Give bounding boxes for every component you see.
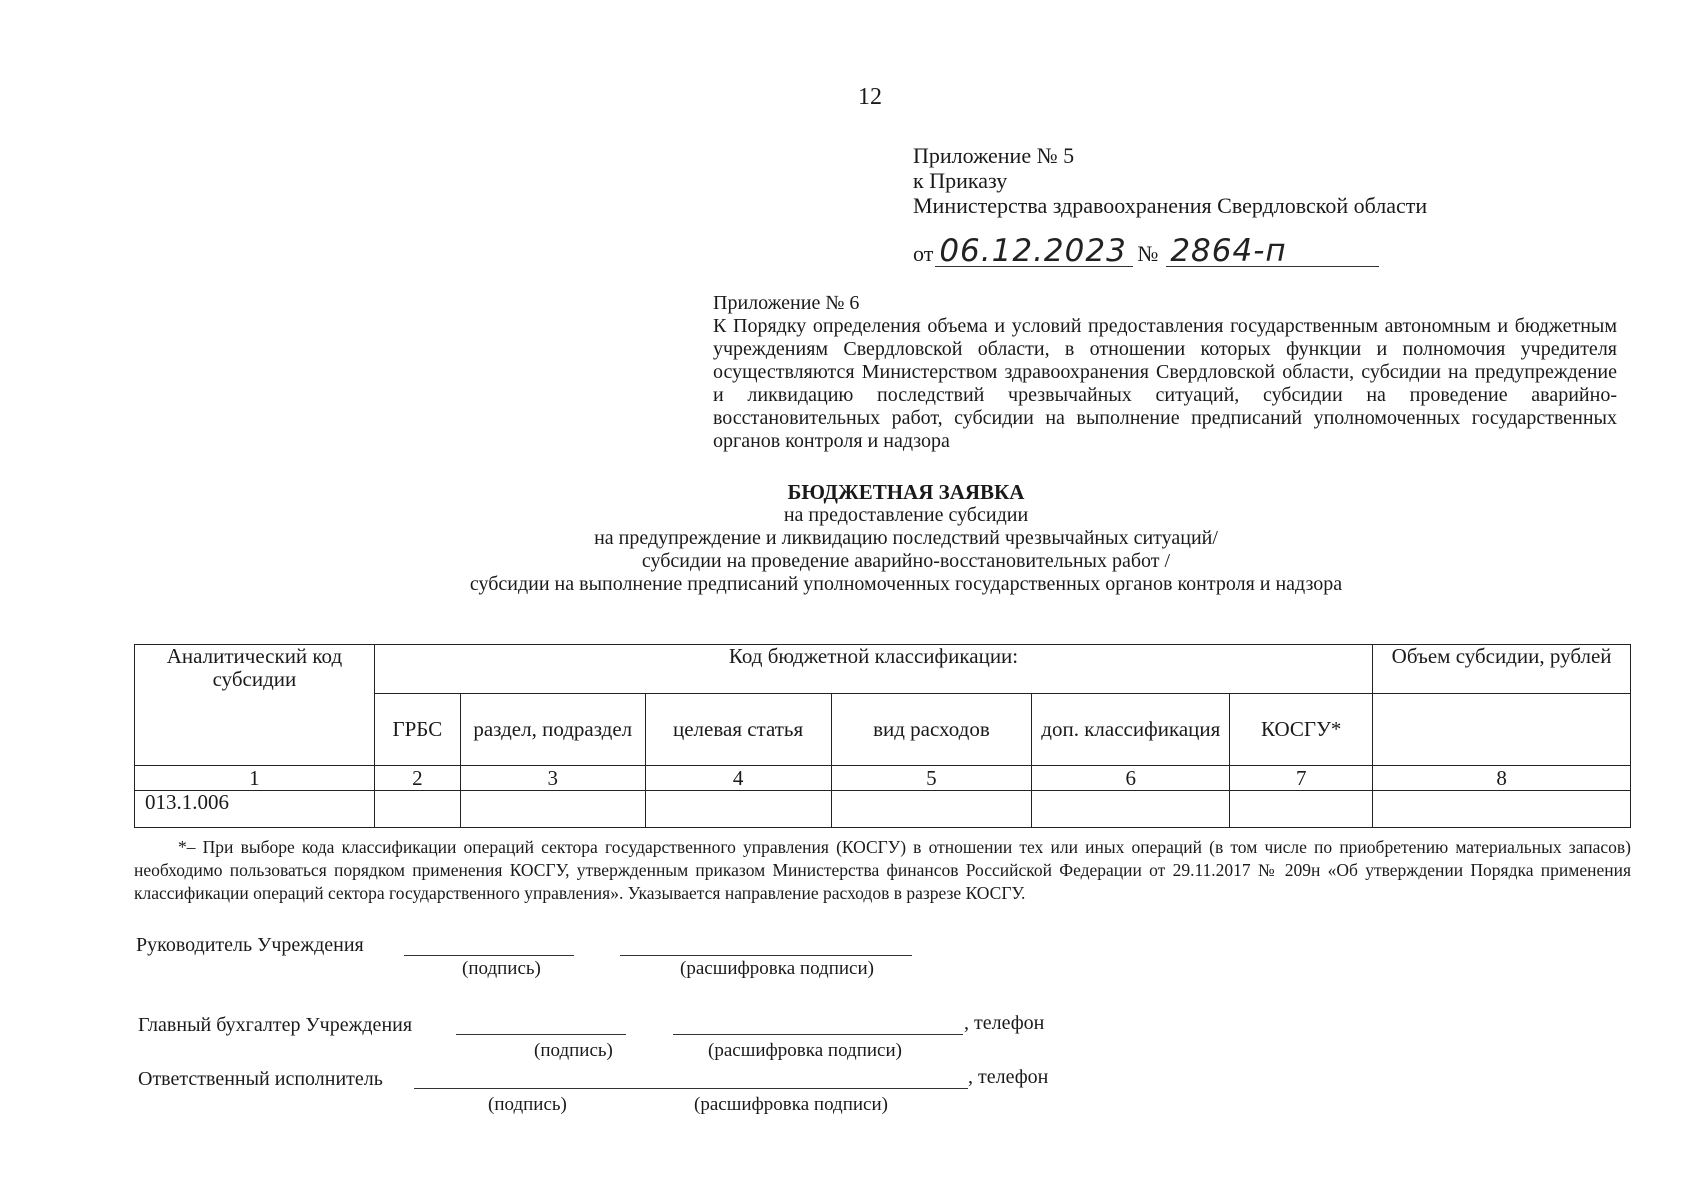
accountant-signature-caption: (подпись) bbox=[534, 1040, 613, 1061]
subheader-section: раздел, подраздел bbox=[460, 694, 645, 766]
cell-kosgu bbox=[1230, 791, 1373, 828]
kosgu-footnote bbox=[134, 836, 1631, 905]
appendix-5-line2: к Приказу bbox=[913, 168, 1008, 193]
header-kbk: Код бюджетной классификации: bbox=[374, 645, 1372, 694]
header-analytic-code: Аналитический код субсидии bbox=[135, 645, 375, 766]
column-number: 7 bbox=[1230, 766, 1373, 791]
from-label: от bbox=[913, 241, 934, 266]
header-subsidy-volume: Объем субсидии, рублей bbox=[1373, 645, 1631, 694]
cell-target-article bbox=[645, 791, 831, 828]
heading-line-1: на предоставление субсидии bbox=[783, 504, 1029, 526]
column-number: 6 bbox=[1032, 766, 1230, 791]
accountant-decoding-caption: (расшифровка подписи) bbox=[708, 1040, 902, 1061]
executor-phone-label: , телефон bbox=[968, 1066, 1049, 1088]
column-number: 3 bbox=[460, 766, 645, 791]
heading-line-3: субсидии на проведение аварийно-восстановительных работ / bbox=[641, 550, 1171, 572]
cell-volume bbox=[1373, 791, 1631, 828]
budget-request-table bbox=[134, 644, 1631, 828]
appendix-6-text: К Порядку определения объема и условий предоставления государственным автономным и бюджетным учреждениям Свердловской области, в отношении которых функции и полномочия учредителя осуществляются Министерством здравоохранения Свердловской области, субсидии на предупреждение и ликвидацию последствий чрезвычайных ситуаций, субсидии на проведение аварийно-восстановительных работ, субсидии на выполнение предписаний уполномоченных государственных органов контроля и надзора bbox=[713, 315, 1617, 452]
head-decoding-line bbox=[620, 955, 912, 956]
accountant-label: Главный бухгалтер Учреждения bbox=[138, 1014, 413, 1036]
column-number: 4 bbox=[645, 766, 831, 791]
page-number: 12 bbox=[858, 84, 882, 110]
table-row-column-numbers bbox=[135, 766, 1631, 791]
appendix-5-line3: Министерства здравоохранения Свердловской области bbox=[913, 193, 1428, 218]
appendix-6-title: Приложение № 6 bbox=[713, 292, 860, 314]
document-title: БЮДЖЕТНАЯ ЗАЯВКА bbox=[787, 480, 1025, 504]
subheader-target-article: целевая статья bbox=[645, 694, 831, 766]
head-label: Руководитель Учреждения bbox=[136, 934, 364, 956]
cell-additional-classification bbox=[1032, 791, 1230, 828]
executor-signature-caption: (подпись) bbox=[488, 1094, 567, 1115]
order-date-number bbox=[913, 233, 1379, 269]
column-number: 1 bbox=[135, 766, 375, 791]
appendix-6-header bbox=[713, 292, 1617, 453]
subheader-additional-classification: доп. классификация bbox=[1032, 694, 1230, 766]
subheader-kosgu: КОСГУ* bbox=[1230, 694, 1373, 766]
executor-label: Ответственный исполнитель bbox=[138, 1068, 383, 1090]
head-signature-line bbox=[404, 955, 574, 956]
cell-section bbox=[460, 791, 645, 828]
head-signature-caption: (подпись) bbox=[462, 958, 541, 979]
handwritten-date: 06.12.2023 bbox=[935, 236, 1133, 267]
table-row bbox=[135, 791, 1631, 828]
heading-line-4: субсидии на выполнение предписаний уполномоченных государственных органов контроля и надзора bbox=[469, 573, 1343, 595]
cell-grbs bbox=[374, 791, 460, 828]
column-number: 8 bbox=[1373, 766, 1631, 791]
heading-line-2: на предупреждение и ликвидацию последствий чрезвычайных ситуаций/ bbox=[594, 527, 1218, 549]
number-label: № bbox=[1137, 241, 1159, 266]
executor-line bbox=[414, 1088, 968, 1089]
cell-analytic-code: 013.1.006 bbox=[135, 791, 375, 828]
subheader-grbs: ГРБС bbox=[374, 694, 460, 766]
appendix-5-title: Приложение № 5 bbox=[913, 143, 1075, 168]
head-decoding-caption: (расшифровка подписи) bbox=[680, 958, 874, 979]
column-number: 2 bbox=[374, 766, 460, 791]
appendix-5-header bbox=[913, 143, 1427, 218]
subheader-expense-type: вид расходов bbox=[831, 694, 1032, 766]
accountant-decoding-line bbox=[673, 1034, 963, 1035]
handwritten-number: 2864-п bbox=[1166, 236, 1379, 267]
executor-decoding-caption: (расшифровка подписи) bbox=[694, 1094, 888, 1115]
accountant-signature-line bbox=[456, 1034, 626, 1035]
document-heading bbox=[0, 481, 1696, 596]
subheader-volume-empty bbox=[1373, 694, 1631, 766]
footnote-text: *– При выборе кода классификации операций сектора государственного управления (КОСГУ) в отношении тех или иных операций (в том числе по приобретению материальных запасов) необходимо пользоваться порядком применения КОСГУ, утвержденным приказом Министерства финансов Российской Федерации от 29.11.2017 № 209н «Об утверждении Порядка применения классификации операций сектора государственного управления». Указывается направление расходов в разрезе КОСГУ. bbox=[134, 837, 1631, 903]
accountant-phone-label: , телефон bbox=[964, 1012, 1045, 1034]
cell-expense-type bbox=[831, 791, 1032, 828]
column-number: 5 bbox=[831, 766, 1032, 791]
